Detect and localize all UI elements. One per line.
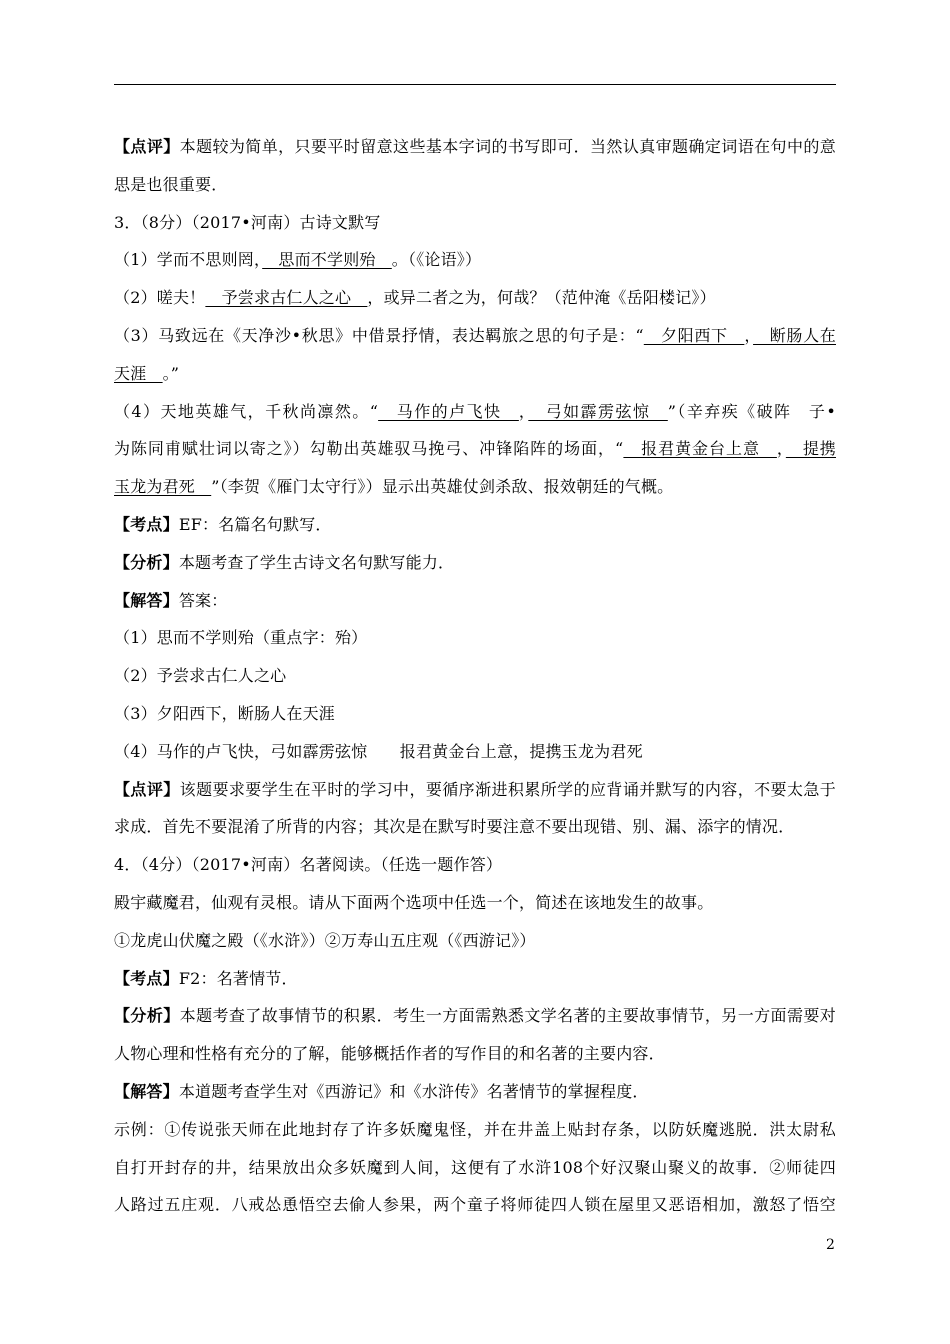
q3-item-4-answer-4: 提携 xyxy=(785,439,836,459)
q4-example-line-1: 示例：①传说张天师在此地封存了许多妖魔鬼怪，并在井盖上贴封存条，以防妖魔逃脱．洪太尉私 xyxy=(114,1119,836,1139)
q4-example-line-3: 人路过五庄观．八戒怂恿悟空去偷人参果，两个童子将师徒四人锁在屋里又恶语相加，激怒了悟空 xyxy=(114,1195,836,1215)
q3-solution xyxy=(114,582,836,620)
q4-prompt: 殿宇藏魔君，仙观有灵根。请从下面两个选项中任选一个，简述在该地发生的故事。 xyxy=(114,892,714,912)
q4-analysis-line-1 xyxy=(114,997,836,1035)
solution-tag: 【解答】 xyxy=(114,590,179,610)
point-text: F2：名著情节． xyxy=(178,968,298,988)
q3-item-2-suffix: ，或异二者之为，何哉？（范仲淹《岳阳楼记》） xyxy=(367,288,716,308)
q3-item-3-prefix: （3）马致远在《天净沙•秋思》中借景抒情，表达羁旅之思的句子是：“ xyxy=(114,325,644,345)
q4-options: ①龙虎山伏魔之殿（《水浒》）②万寿山五庄观（《西游记》） xyxy=(114,930,536,950)
q3-answer-4: （4）马作的卢飞快，弓如霹雳弦惊 报君黄金台上意，提携玉龙为君死 xyxy=(114,741,643,761)
analysis-text: 本题考查了故事情节的积累．考生一方面需熟悉文学名著的主要故事情节，另一方面需要对 xyxy=(179,1006,836,1026)
q3-item-3-end: 。” xyxy=(162,363,180,383)
q3-item-4-line-3 xyxy=(114,468,836,506)
q2-comment-line-2: 思是也很重要． xyxy=(114,174,228,194)
comment-tag: 【点评】 xyxy=(114,137,180,156)
q3-answer-2: （2）予尝求古仁人之心 xyxy=(114,666,287,686)
q4-point xyxy=(114,960,836,998)
page-number: 2 xyxy=(826,1237,835,1253)
point-tag: 【考点】 xyxy=(114,514,179,534)
q3-item-4-sep: ， xyxy=(518,401,529,421)
q3-item-2 xyxy=(114,279,836,317)
q3-item-4-ending: ”（李贺《雁门太守行》）显示出英雄仗剑杀敌、报效朝廷的气概。 xyxy=(211,477,674,497)
analysis-text: 本题考查了学生古诗文名句默写能力． xyxy=(178,552,455,572)
q3-item-4-source: ”（辛弃疾《破阵 子• xyxy=(667,401,836,421)
q3-item-4-line-2 xyxy=(114,430,836,468)
q3-item-4-sep-2: ， xyxy=(776,439,786,459)
q3-item-1-answer: 思而不学则殆 xyxy=(262,250,392,270)
q3-item-4-answer-4-cont: 玉龙为君死 xyxy=(114,477,212,497)
q3-comment-line-2: 求成．首先不要混淆了所背的内容；其次是在默写时要注意不要出现错、别、漏、添字的情况． xyxy=(114,817,795,837)
q3-item-4-answer-3: 报君黄金台上意 xyxy=(623,439,777,459)
point-tag: 【考点】 xyxy=(114,968,179,988)
q3-answer-3: （3）夕阳西下，断肠人在天涯 xyxy=(114,703,335,723)
comment-text: 本题较为简单，只要平时留意这些基本字词的书写即可．当然认真审题确定词语在句中的意 xyxy=(179,137,836,156)
solution-tag: 【解答】 xyxy=(114,1081,179,1101)
analysis-tag: 【分析】 xyxy=(114,1006,180,1026)
q3-answer-1: （1）思而不学则殆（重点字：殆） xyxy=(114,628,368,648)
document-body xyxy=(114,128,836,1224)
q3-item-4-text: 为陈同甫赋壮词以寄之》）勾勒出英雄驭马挽弓、冲锋陷阵的场面，“ xyxy=(114,439,624,459)
q4-header: 4．（4分）（2017•河南）名著阅读。（任选一题作答） xyxy=(114,855,503,875)
analysis-tag: 【分析】 xyxy=(114,552,179,572)
q4-example-line-2: 自打开封存的井，结果放出众多妖魔到人间，这便有了水浒108个好汉聚山聚义的故事．②师徒四 xyxy=(114,1157,836,1177)
q4-analysis-line-2: 人物心理和性格有充分的了解，能够概括作者的写作目的和名著的主要内容． xyxy=(114,1044,665,1064)
q3-item-3-answer-2-cont: 天涯 xyxy=(114,363,163,383)
q3-comment-line-1 xyxy=(114,771,836,809)
q3-item-2-prefix: （2）嗟夫！ xyxy=(114,288,206,308)
comment-text: 该题要求要学生在平时的学习中，要循序渐进积累所学的应背诵并默写的内容，不要太急于 xyxy=(179,779,836,799)
q3-item-3-cont xyxy=(114,355,836,393)
comment-tag: 【点评】 xyxy=(114,779,180,799)
q2-comment-line-1 xyxy=(114,128,836,166)
q3-item-4 xyxy=(114,393,836,431)
q3-item-3-sep: ， xyxy=(744,325,754,345)
q4-solution xyxy=(114,1073,836,1111)
q3-point xyxy=(114,506,836,544)
q3-header: 3．（8分）（2017•河南）古诗文默写 xyxy=(114,212,381,232)
q3-item-4-answer-2: 弓如霹雳弦惊 xyxy=(528,401,668,421)
q3-item-3-answer-2: 断肠人在 xyxy=(753,325,836,345)
q3-item-1 xyxy=(114,241,836,279)
header-rule xyxy=(114,84,836,85)
q3-item-2-answer: 予尝求古仁人之心 xyxy=(205,288,368,308)
q3-item-3 xyxy=(114,317,836,355)
q3-item-4-answer-1: 马作的卢飞快 xyxy=(378,401,519,421)
q3-item-1-suffix: 。（《论语》） xyxy=(391,250,482,270)
q3-analysis xyxy=(114,544,836,582)
q3-item-1-prefix: （1）学而不思则罔， xyxy=(114,250,263,270)
solution-text: 本道题考查学生对《西游记》和《水浒传》名著情节的掌握程度． xyxy=(178,1081,649,1101)
q3-item-3-answer-1: 夕阳西下 xyxy=(643,325,745,345)
q3-item-4-prefix: （4）天地英雄气，千秋尚凛然。“ xyxy=(114,401,379,421)
point-text: EF：名篇名句默写． xyxy=(178,514,332,534)
solution-text: 答案： xyxy=(178,590,228,610)
